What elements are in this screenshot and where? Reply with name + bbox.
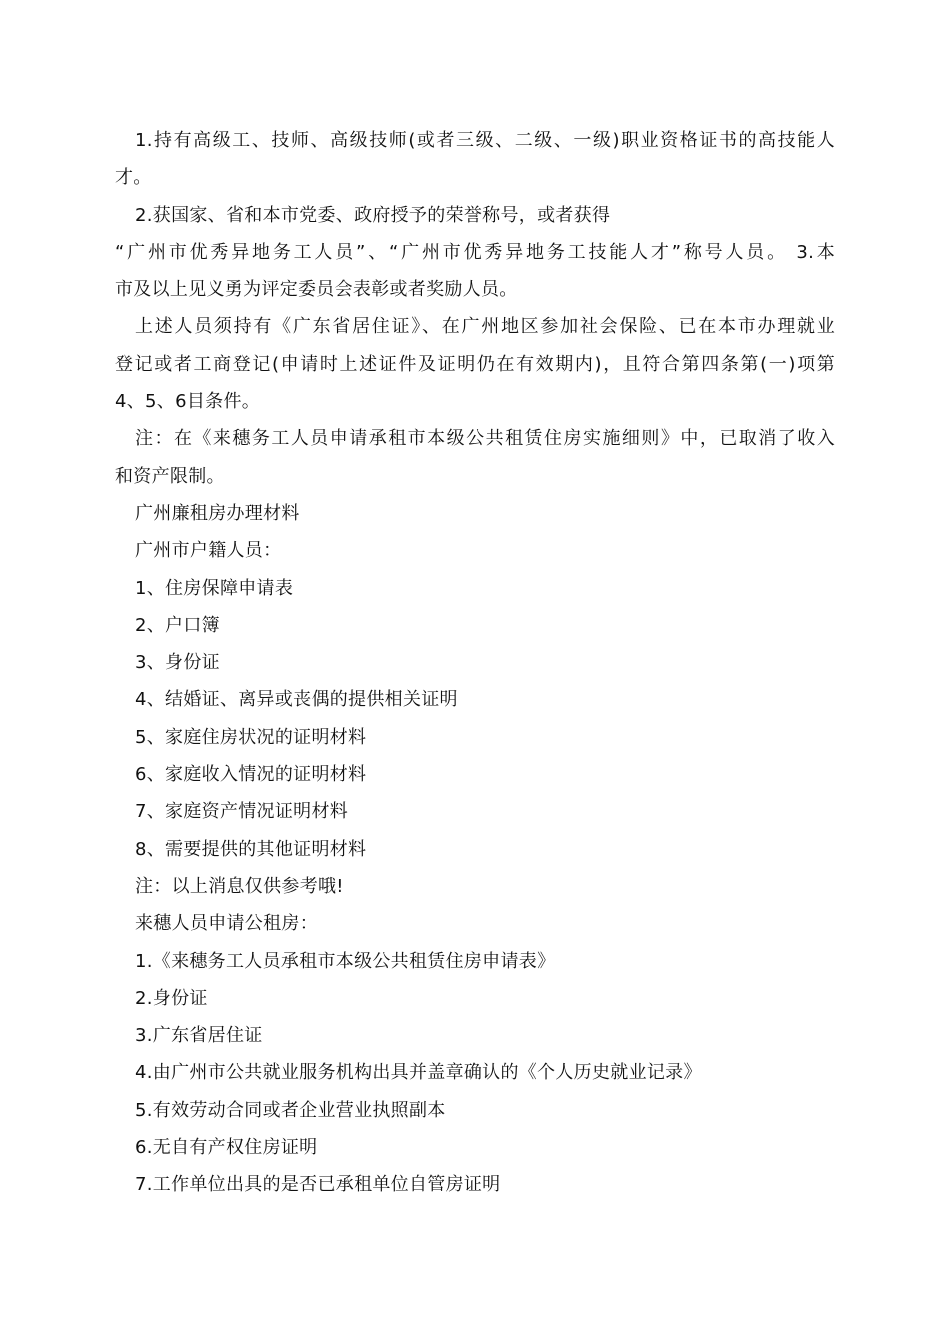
text-line: 来穗人员申请公租房： (135, 913, 318, 935)
text-line: 1.持有高级工、技师、高级技师(或者三级、二级、一级)职业资格证书的高技能人 (135, 130, 835, 151)
text-line: 注：以上消息仅供参考哦! (135, 875, 344, 897)
text-line: 2.身份证 (135, 987, 208, 1009)
text-line: 2.获国家、省和本市党委、政府授予的荣誉称号，或者获得 (135, 204, 611, 226)
document-body (115, 122, 835, 1204)
text-line: 广州廉租房办理材料 (135, 502, 300, 524)
text-line: 2、户口簿 (135, 614, 220, 636)
text-line: 注：在《来穗务工人员申请承租市本级公共租赁住房实施细则》中，已取消了收入 (135, 428, 835, 450)
text-line: “广州市优秀异地务工人员”、“广州市优秀异地务工技能人才”称号人员。 3.本 (115, 241, 835, 263)
text-line: 上述人员须持有《广东省居住证》、在广州地区参加社会保险、已在本市办理就业 (135, 316, 835, 338)
text-line: 才。 (115, 167, 152, 189)
text-line: 5、家庭住房状况的证明材料 (135, 726, 367, 748)
text-line: 广州市户籍人员： (135, 540, 282, 562)
text-line: 1.《来穗务工人员承租市本级公共租赁住房申请表》 (135, 950, 556, 972)
text-line: 3、身份证 (135, 652, 220, 674)
text-line: 8、需要提供的其他证明材料 (135, 838, 367, 860)
text-line: 7.工作单位出具的是否已承租单位自管房证明 (135, 1174, 501, 1196)
text-line: 5.有效劳动合同或者企业营业执照副本 (135, 1099, 446, 1121)
text-line: 4、结婚证、离异或丧偶的提供相关证明 (135, 689, 458, 711)
text-line: 6、家庭收入情况的证明材料 (135, 764, 367, 786)
text-line: 3.广东省居住证 (135, 1025, 263, 1047)
text-line: 和资产限制。 (115, 465, 225, 487)
text-line: 4.由广州市公共就业服务机构出具并盖章确认的《个人历史就业记录》 (135, 1062, 702, 1084)
text-line: 登记或者工商登记(申请时上述证件及证明仍在有效期内)，且符合第四条第(一)项第 (115, 353, 835, 375)
text-line: 1、住房保障申请表 (135, 577, 294, 599)
text-line: 4、5、6目条件。 (115, 391, 261, 413)
text-line: 7、家庭资产情况证明材料 (135, 801, 349, 823)
text-line: 6.无自有产权住房证明 (135, 1137, 318, 1159)
text-line: 市及以上见义勇为评定委员会表彰或者奖励人员。 (115, 279, 518, 301)
